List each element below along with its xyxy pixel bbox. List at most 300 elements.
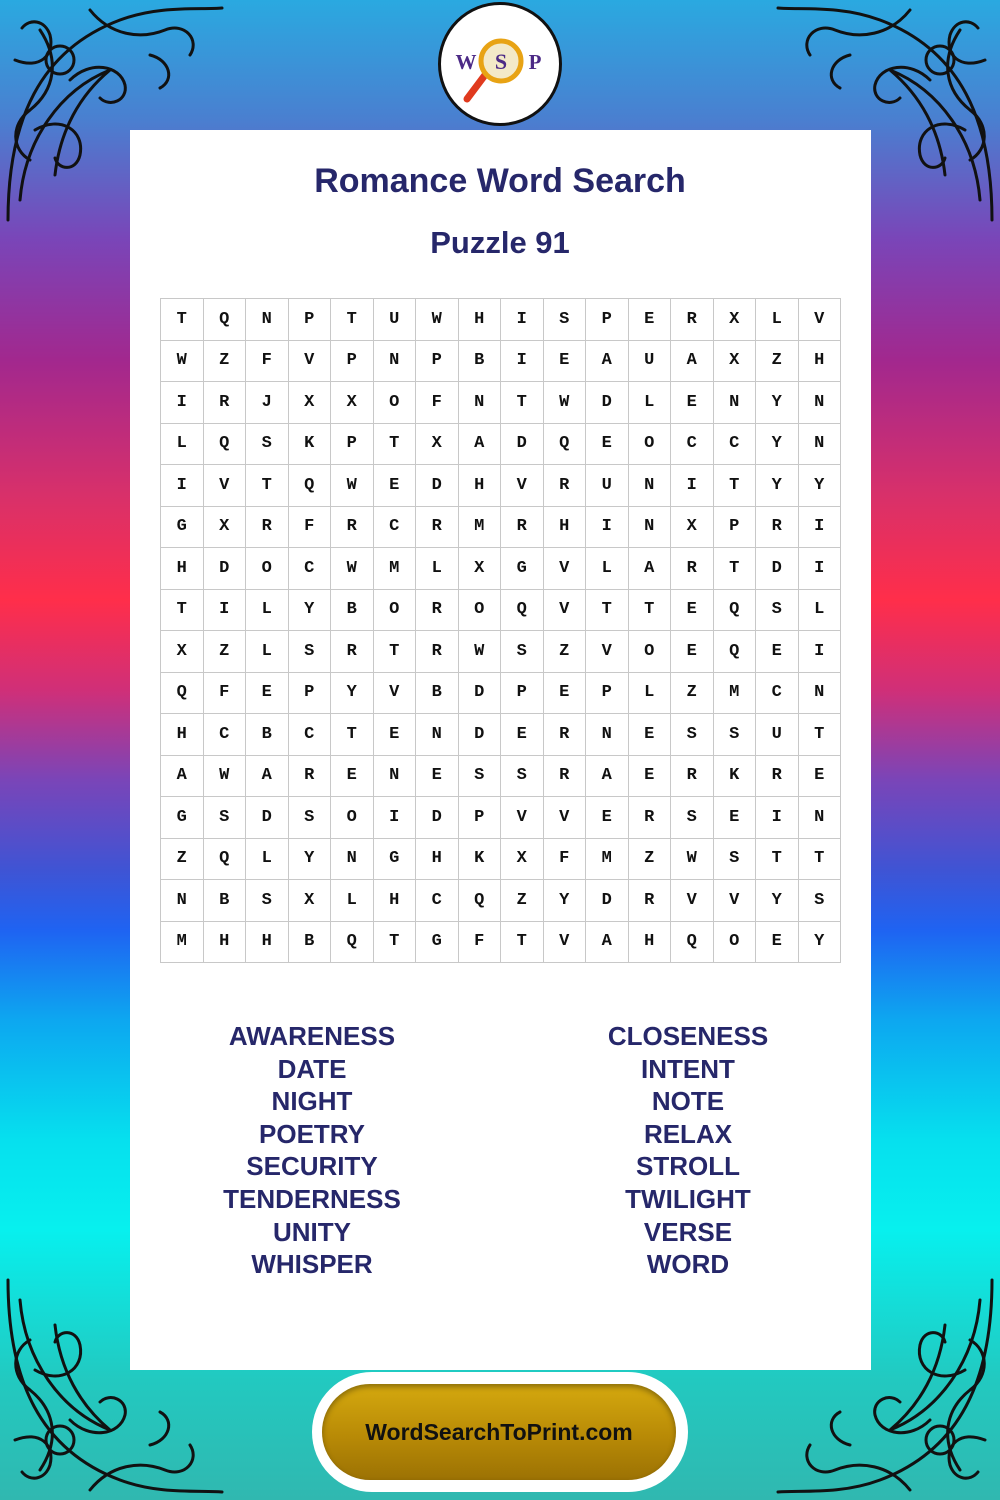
grid-cell[interactable]: Q — [331, 921, 374, 963]
grid-cell[interactable]: E — [671, 382, 714, 424]
grid-cell[interactable]: U — [373, 299, 416, 341]
grid-cell[interactable]: A — [458, 423, 501, 465]
grid-cell[interactable]: S — [671, 797, 714, 839]
grid-cell[interactable]: N — [628, 506, 671, 548]
grid-cell[interactable]: O — [246, 548, 289, 590]
grid-cell[interactable]: D — [501, 423, 544, 465]
grid-row — [161, 465, 841, 507]
grid-cell[interactable]: S — [756, 589, 799, 631]
grid-cell[interactable]: S — [203, 797, 246, 839]
grid-cell[interactable]: H — [161, 714, 204, 756]
grid-cell[interactable]: N — [161, 880, 204, 922]
grid-cell[interactable]: D — [586, 880, 629, 922]
grid-cell[interactable]: M — [713, 672, 756, 714]
grid-cell[interactable]: F — [416, 382, 459, 424]
grid-cell[interactable]: V — [501, 465, 544, 507]
grid-cell[interactable]: Q — [713, 631, 756, 673]
grid-cell[interactable]: P — [586, 672, 629, 714]
grid-cell[interactable]: P — [331, 340, 374, 382]
grid-cell[interactable]: Y — [331, 672, 374, 714]
grid-cell[interactable]: P — [501, 672, 544, 714]
grid-cell[interactable]: X — [331, 382, 374, 424]
grid-cell[interactable]: E — [671, 589, 714, 631]
grid-cell[interactable]: C — [373, 506, 416, 548]
grid-cell[interactable]: D — [458, 714, 501, 756]
grid-cell[interactable]: Y — [288, 589, 331, 631]
grid-cell[interactable]: Y — [798, 921, 841, 963]
grid-row — [161, 714, 841, 756]
grid-cell[interactable]: W — [203, 755, 246, 797]
grid-cell[interactable]: R — [416, 506, 459, 548]
grid-cell[interactable]: H — [458, 299, 501, 341]
grid-cell[interactable]: R — [288, 755, 331, 797]
grid-row — [161, 506, 841, 548]
grid-cell[interactable]: Z — [543, 631, 586, 673]
grid-row — [161, 797, 841, 839]
grid-cell[interactable]: E — [756, 631, 799, 673]
grid-row — [161, 589, 841, 631]
grid-cell[interactable]: R — [331, 631, 374, 673]
grid-cell[interactable]: S — [501, 755, 544, 797]
grid-cell[interactable]: R — [416, 589, 459, 631]
grid-row — [161, 299, 841, 341]
grid-cell[interactable]: C — [671, 423, 714, 465]
grid-row — [161, 838, 841, 880]
grid-cell[interactable]: R — [671, 299, 714, 341]
grid-cell[interactable]: A — [628, 548, 671, 590]
grid-cell[interactable]: V — [543, 921, 586, 963]
grid-cell[interactable]: T — [331, 714, 374, 756]
grid-cell[interactable]: T — [798, 714, 841, 756]
grid-cell[interactable]: G — [161, 797, 204, 839]
grid-cell[interactable]: C — [416, 880, 459, 922]
grid-cell[interactable]: V — [713, 880, 756, 922]
grid-cell[interactable]: P — [458, 797, 501, 839]
grid-cell[interactable]: V — [543, 548, 586, 590]
word-list-item: POETRY — [259, 1118, 365, 1149]
grid-cell[interactable]: H — [798, 340, 841, 382]
grid-cell[interactable]: H — [161, 548, 204, 590]
grid-cell[interactable]: O — [628, 423, 671, 465]
site-link-label: WordSearchToPrint.com — [365, 1418, 633, 1445]
grid-cell[interactable]: N — [798, 797, 841, 839]
word-list-right — [528, 1020, 848, 1281]
grid-cell[interactable]: T — [331, 299, 374, 341]
grid-row — [161, 340, 841, 382]
grid-cell[interactable]: Q — [671, 921, 714, 963]
grid-cell[interactable]: N — [713, 382, 756, 424]
grid-cell[interactable]: S — [671, 714, 714, 756]
grid-cell[interactable]: E — [586, 797, 629, 839]
grid-row — [161, 880, 841, 922]
grid-cell[interactable]: B — [246, 714, 289, 756]
grid-cell[interactable]: Z — [203, 340, 246, 382]
grid-cell[interactable]: W — [416, 299, 459, 341]
word-list-item: TENDERNESS — [223, 1183, 401, 1214]
grid-cell[interactable]: B — [458, 340, 501, 382]
grid-cell[interactable]: R — [203, 382, 246, 424]
grid-row — [161, 755, 841, 797]
grid-cell[interactable]: S — [246, 880, 289, 922]
grid-cell[interactable]: E — [373, 465, 416, 507]
grid-cell[interactable]: X — [288, 880, 331, 922]
grid-cell[interactable]: I — [203, 589, 246, 631]
grid-cell[interactable]: A — [161, 755, 204, 797]
grid-cell[interactable]: E — [628, 299, 671, 341]
grid-row — [161, 423, 841, 465]
grid-cell[interactable]: N — [798, 672, 841, 714]
grid-cell[interactable]: R — [628, 880, 671, 922]
grid-cell[interactable]: L — [628, 672, 671, 714]
grid-cell[interactable]: P — [416, 340, 459, 382]
grid-cell[interactable]: W — [671, 838, 714, 880]
grid-cell[interactable]: Z — [501, 880, 544, 922]
grid-cell[interactable]: E — [628, 755, 671, 797]
grid-cell[interactable]: Q — [161, 672, 204, 714]
grid-cell[interactable]: I — [798, 548, 841, 590]
grid-cell[interactable]: Q — [543, 423, 586, 465]
grid-cell[interactable]: L — [246, 589, 289, 631]
grid-cell[interactable]: R — [543, 465, 586, 507]
grid-cell[interactable]: E — [373, 714, 416, 756]
grid-cell[interactable]: V — [501, 797, 544, 839]
grid-cell[interactable]: L — [628, 382, 671, 424]
grid-cell[interactable]: E — [543, 340, 586, 382]
grid-cell[interactable]: V — [798, 299, 841, 341]
grid-cell[interactable]: T — [713, 548, 756, 590]
grid-cell[interactable]: F — [458, 921, 501, 963]
grid-cell[interactable]: T — [756, 838, 799, 880]
grid-cell[interactable]: C — [288, 714, 331, 756]
grid-cell[interactable]: Q — [203, 299, 246, 341]
grid-cell[interactable]: Y — [756, 423, 799, 465]
grid-cell[interactable]: W — [331, 465, 374, 507]
word-list-item: NIGHT — [271, 1086, 353, 1117]
grid-cell[interactable]: I — [373, 797, 416, 839]
grid-cell[interactable]: X — [713, 299, 756, 341]
grid-cell[interactable]: T — [501, 382, 544, 424]
grid-cell[interactable]: X — [161, 631, 204, 673]
grid-cell[interactable]: I — [798, 631, 841, 673]
word-list-item: WORD — [646, 1249, 730, 1280]
grid-cell[interactable]: S — [246, 423, 289, 465]
grid-row — [161, 382, 841, 424]
grid-cell[interactable]: K — [458, 838, 501, 880]
site-link-button[interactable] — [322, 1384, 676, 1480]
grid-cell[interactable]: V — [586, 631, 629, 673]
grid-cell[interactable]: E — [798, 755, 841, 797]
grid-cell[interactable]: L — [798, 589, 841, 631]
grid-cell[interactable]: N — [373, 340, 416, 382]
grid-cell[interactable]: Z — [756, 340, 799, 382]
grid-cell[interactable]: D — [586, 382, 629, 424]
word-list-item: AWARENESS — [228, 1021, 396, 1051]
grid-cell[interactable]: H — [246, 921, 289, 963]
grid-cell[interactable]: Q — [288, 465, 331, 507]
grid-cell[interactable]: H — [458, 465, 501, 507]
grid-cell[interactable]: E — [756, 921, 799, 963]
grid-cell[interactable]: T — [713, 465, 756, 507]
grid-cell[interactable]: T — [373, 631, 416, 673]
grid-cell[interactable]: S — [713, 714, 756, 756]
grid-cell[interactable]: Q — [203, 838, 246, 880]
grid-cell[interactable]: V — [543, 589, 586, 631]
grid-cell[interactable]: X — [416, 423, 459, 465]
grid-cell[interactable]: W — [543, 382, 586, 424]
grid-cell[interactable]: R — [501, 506, 544, 548]
grid-cell[interactable]: Y — [288, 838, 331, 880]
grid-row — [161, 548, 841, 590]
grid-cell[interactable]: N — [798, 382, 841, 424]
grid-cell[interactable]: A — [586, 340, 629, 382]
grid-cell[interactable]: C — [756, 672, 799, 714]
grid-cell[interactable]: G — [416, 921, 459, 963]
grid-cell[interactable]: R — [543, 755, 586, 797]
grid-cell[interactable]: R — [331, 506, 374, 548]
grid-cell[interactable]: D — [756, 548, 799, 590]
grid-cell[interactable]: H — [416, 838, 459, 880]
magnifier-handle-icon — [467, 75, 485, 99]
grid-cell[interactable]: I — [161, 382, 204, 424]
grid-cell[interactable]: X — [458, 548, 501, 590]
grid-cell[interactable]: D — [246, 797, 289, 839]
grid-cell[interactable]: Z — [628, 838, 671, 880]
grid-cell[interactable]: Q — [713, 589, 756, 631]
grid-cell[interactable]: T — [161, 299, 204, 341]
grid-cell[interactable]: Q — [501, 589, 544, 631]
grid-cell[interactable]: M — [586, 838, 629, 880]
grid-cell[interactable]: L — [586, 548, 629, 590]
grid-cell[interactable]: N — [628, 465, 671, 507]
grid-cell[interactable]: I — [501, 299, 544, 341]
grid-cell[interactable]: A — [246, 755, 289, 797]
grid-cell[interactable]: T — [161, 589, 204, 631]
grid-cell[interactable]: S — [543, 299, 586, 341]
grid-cell[interactable]: G — [161, 506, 204, 548]
grid-cell[interactable]: L — [331, 880, 374, 922]
grid-cell[interactable]: D — [416, 465, 459, 507]
grid-cell[interactable]: I — [501, 340, 544, 382]
grid-cell[interactable]: W — [458, 631, 501, 673]
grid-cell[interactable]: V — [373, 672, 416, 714]
grid-cell[interactable]: R — [671, 755, 714, 797]
grid-cell[interactable]: T — [628, 589, 671, 631]
grid-cell[interactable]: L — [416, 548, 459, 590]
grid-cell[interactable]: V — [671, 880, 714, 922]
grid-cell[interactable]: H — [628, 921, 671, 963]
grid-cell[interactable]: D — [416, 797, 459, 839]
grid-cell[interactable]: R — [756, 506, 799, 548]
grid-cell[interactable]: C — [288, 548, 331, 590]
grid-cell[interactable]: P — [586, 299, 629, 341]
word-list-item: WHISPER — [251, 1249, 373, 1280]
grid-cell[interactable]: U — [628, 340, 671, 382]
grid-cell[interactable]: K — [288, 423, 331, 465]
grid-cell[interactable]: A — [586, 755, 629, 797]
grid-cell[interactable]: V — [543, 797, 586, 839]
grid-cell[interactable]: X — [501, 838, 544, 880]
grid-cell[interactable]: F — [543, 838, 586, 880]
grid-cell[interactable]: E — [586, 423, 629, 465]
grid-cell[interactable]: F — [203, 672, 246, 714]
logo-letter-w: W — [455, 50, 477, 74]
grid-cell[interactable]: X — [671, 506, 714, 548]
grid-cell[interactable]: W — [161, 340, 204, 382]
grid-cell[interactable]: R — [416, 631, 459, 673]
logo-letter-p: P — [528, 50, 542, 74]
grid-cell[interactable]: P — [288, 299, 331, 341]
grid-cell[interactable]: E — [501, 714, 544, 756]
grid-cell[interactable]: B — [203, 880, 246, 922]
grid-cell[interactable]: E — [713, 797, 756, 839]
grid-cell[interactable]: R — [628, 797, 671, 839]
word-list-item: INTENT — [641, 1053, 735, 1084]
grid-cell[interactable]: R — [543, 714, 586, 756]
grid-cell[interactable]: V — [288, 340, 331, 382]
grid-cell[interactable]: C — [203, 714, 246, 756]
grid-cell[interactable]: S — [288, 797, 331, 839]
word-list-item: STROLL — [636, 1151, 740, 1182]
grid-cell[interactable]: I — [756, 797, 799, 839]
grid-cell[interactable]: R — [246, 506, 289, 548]
grid-cell[interactable]: M — [373, 548, 416, 590]
grid-cell[interactable]: F — [246, 340, 289, 382]
grid-cell[interactable]: M — [458, 506, 501, 548]
grid-cell[interactable]: N — [246, 299, 289, 341]
grid-cell[interactable]: R — [756, 755, 799, 797]
grid-cell[interactable]: Z — [161, 838, 204, 880]
word-list-left — [152, 1020, 472, 1281]
grid-cell[interactable]: Y — [798, 465, 841, 507]
grid-cell[interactable]: O — [331, 797, 374, 839]
grid-cell[interactable]: S — [713, 838, 756, 880]
grid-cell[interactable]: T — [373, 423, 416, 465]
grid-cell[interactable]: T — [501, 921, 544, 963]
grid-cell[interactable]: X — [288, 382, 331, 424]
grid-cell[interactable]: L — [246, 631, 289, 673]
grid-cell[interactable]: S — [501, 631, 544, 673]
grid-cell[interactable]: A — [586, 921, 629, 963]
grid-cell[interactable]: A — [671, 340, 714, 382]
grid-cell[interactable]: E — [671, 631, 714, 673]
grid-cell[interactable]: E — [543, 672, 586, 714]
word-list-item: DATE — [277, 1053, 347, 1084]
grid-cell[interactable]: C — [713, 423, 756, 465]
grid-cell[interactable]: U — [756, 714, 799, 756]
grid-cell[interactable]: I — [161, 465, 204, 507]
grid-cell[interactable]: O — [373, 589, 416, 631]
grid-cell[interactable]: O — [628, 631, 671, 673]
grid-cell[interactable]: P — [713, 506, 756, 548]
word-list-item: VERSE — [643, 1216, 733, 1247]
word-list-item: RELAX — [643, 1118, 733, 1149]
grid-cell[interactable]: Y — [756, 465, 799, 507]
grid-cell[interactable]: N — [331, 838, 374, 880]
grid-cell[interactable]: N — [416, 714, 459, 756]
grid-cell[interactable]: T — [798, 838, 841, 880]
grid-cell[interactable]: W — [331, 548, 374, 590]
grid-cell[interactable]: N — [458, 382, 501, 424]
grid-cell[interactable]: K — [713, 755, 756, 797]
grid-cell[interactable]: T — [246, 465, 289, 507]
grid-cell[interactable]: O — [373, 382, 416, 424]
grid-cell[interactable]: Q — [203, 423, 246, 465]
grid-cell[interactable]: O — [458, 589, 501, 631]
grid-cell[interactable]: O — [713, 921, 756, 963]
grid-cell[interactable]: Q — [458, 880, 501, 922]
grid-cell[interactable]: Z — [203, 631, 246, 673]
grid-row — [161, 921, 841, 963]
grid-cell[interactable]: H — [543, 506, 586, 548]
grid-cell[interactable]: Y — [756, 382, 799, 424]
grid-cell[interactable]: V — [203, 465, 246, 507]
grid-cell[interactable]: S — [458, 755, 501, 797]
grid-cell[interactable]: B — [331, 589, 374, 631]
grid-cell[interactable]: N — [586, 714, 629, 756]
grid-cell[interactable]: H — [203, 921, 246, 963]
word-list-item: TWILIGHT — [625, 1183, 751, 1214]
grid-cell[interactable]: S — [798, 880, 841, 922]
grid-cell[interactable]: G — [373, 838, 416, 880]
grid-cell[interactable]: N — [373, 755, 416, 797]
word-list-item: CLOSENESS — [607, 1021, 769, 1051]
grid-cell[interactable]: X — [713, 340, 756, 382]
grid-cell[interactable]: E — [331, 755, 374, 797]
grid-cell[interactable]: E — [246, 672, 289, 714]
grid-cell[interactable]: L — [756, 299, 799, 341]
grid-cell[interactable]: R — [671, 548, 714, 590]
grid-cell[interactable]: L — [161, 423, 204, 465]
grid-cell[interactable]: J — [246, 382, 289, 424]
grid-cell[interactable]: X — [203, 506, 246, 548]
letter-grid — [160, 298, 841, 963]
grid-cell[interactable]: G — [501, 548, 544, 590]
word-list-item: SECURITY — [246, 1151, 378, 1182]
grid-cell[interactable]: I — [671, 465, 714, 507]
logo-letter-s: S — [494, 49, 508, 74]
grid-cell[interactable]: Y — [756, 880, 799, 922]
grid-cell[interactable]: I — [586, 506, 629, 548]
grid-cell[interactable]: M — [161, 921, 204, 963]
grid-cell[interactable]: P — [288, 672, 331, 714]
grid-cell[interactable]: N — [798, 423, 841, 465]
grid-cell[interactable]: U — [586, 465, 629, 507]
puzzle-number: Puzzle 91 — [430, 225, 570, 260]
grid-cell[interactable]: Y — [543, 880, 586, 922]
grid-cell[interactable]: S — [288, 631, 331, 673]
grid-cell[interactable]: Z — [671, 672, 714, 714]
grid-cell[interactable]: P — [331, 423, 374, 465]
grid-cell[interactable]: E — [416, 755, 459, 797]
grid-cell[interactable]: E — [628, 714, 671, 756]
grid-cell[interactable]: F — [288, 506, 331, 548]
grid-cell[interactable]: T — [586, 589, 629, 631]
grid-cell[interactable]: H — [373, 880, 416, 922]
word-list-item: NOTE — [651, 1086, 725, 1117]
grid-cell[interactable]: I — [798, 506, 841, 548]
grid-cell[interactable]: B — [288, 921, 331, 963]
wsp-logo — [438, 2, 562, 126]
grid-cell[interactable]: D — [203, 548, 246, 590]
grid-cell[interactable]: L — [246, 838, 289, 880]
word-list-item: UNITY — [273, 1216, 351, 1247]
grid-cell[interactable]: T — [373, 921, 416, 963]
grid-cell[interactable]: D — [458, 672, 501, 714]
page-title: Romance Word Search — [314, 162, 686, 200]
grid-cell[interactable]: B — [416, 672, 459, 714]
grid-row — [161, 672, 841, 714]
grid-row — [161, 631, 841, 673]
